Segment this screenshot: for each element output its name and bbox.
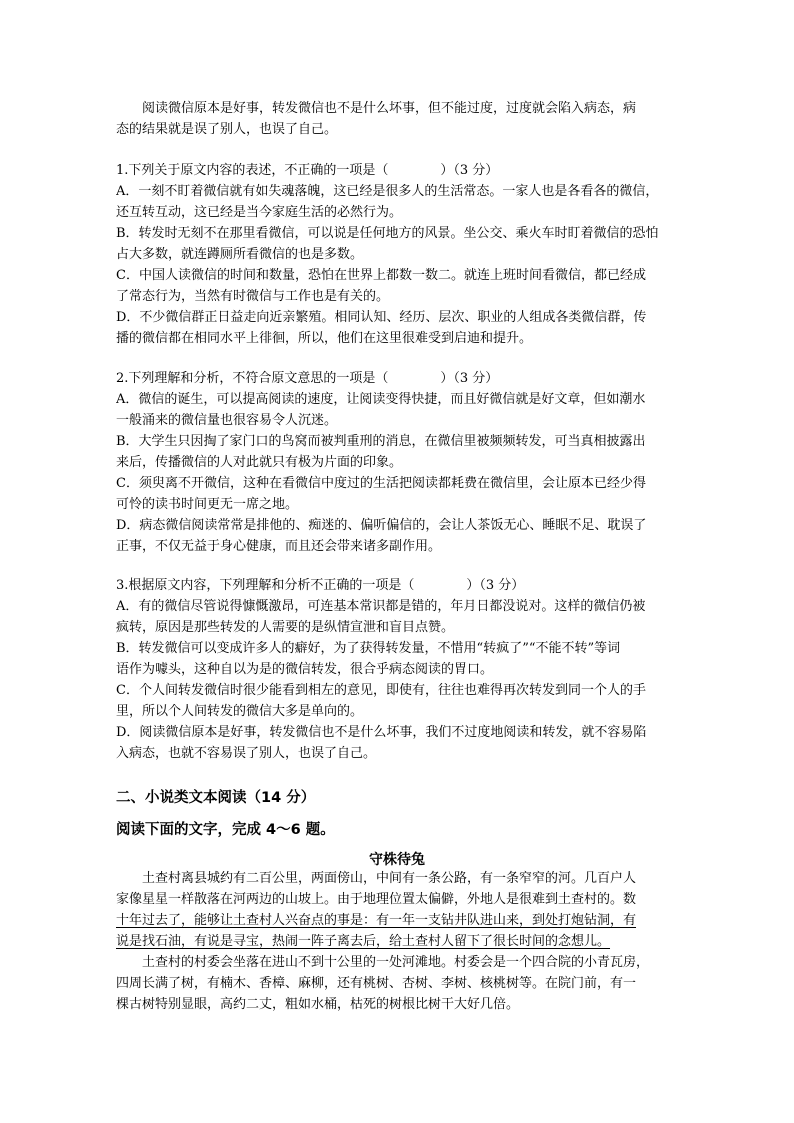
story-paragraph-2 <box>116 952 682 1015</box>
option-d-cont: 正事，不仅无益于身心健康，而且还会带来诸多副作用。 <box>116 539 442 554</box>
option-b: B．转发时无刻不在那里看微信，可以说是任何地方的风景。坐公交、乘火车时盯着微信的恐怕 <box>116 226 659 241</box>
question-stem: 1.下列关于原文内容的表述，不正确的一项是（ ）（3 分） <box>116 163 499 178</box>
question-2 <box>116 368 682 557</box>
text-line: 土查村离县城约有二百公里，两面傍山，中间有一条公路，有一条窄窄的河。几百户人 <box>142 871 637 886</box>
underlined-text-line: 说是找石油，有说是寻宝，热闹一阵子离去后，给土查村人留下了很长时间的念想儿。 <box>116 934 611 949</box>
section-heading: 二、小说类文本阅读（14 分） <box>116 790 316 806</box>
option-c-cont: 可怜的读书时间更无一席之地。 <box>116 497 299 512</box>
option-b-cont: 占大多数，就连蹲厕所看微信的也是多数。 <box>116 247 364 262</box>
text-line: 态的结果就是误了别人，也误了自己。 <box>116 122 338 137</box>
question-1 <box>116 160 682 349</box>
text-line: 阅读微信原本是好事，转发微信也不是什么坏事，但不能过度，过度就会陷入病态，病 <box>142 101 637 116</box>
option-a-cont: 疯转，原因是那些转发的人需要的是纵情宣泄和盲目点赞。 <box>116 620 455 635</box>
option-d-cont: 播的微信都在相同水平上徘徊，所以，他们在这里很难受到启迪和提升。 <box>116 331 533 346</box>
option-d: D．病态微信阅读常常是排他的、痴迷的、偏听偏信的，会让人茶饭无心、睡眠不足、耽误了 <box>116 518 647 533</box>
underlined-text-line: 十年过去了，能够让土查村人兴奋点的事是：有一年一支钻井队进山来，到处打炮钻洞，有 <box>116 913 637 928</box>
option-c: C．须臾离不开微信，这种在看微信中度过的生活把阅读都耗费在微信里，会让原本已经少得 <box>116 476 646 491</box>
option-a: A．有的微信尽管说得慷慨激昂，可连基本常识都是错的，年月日都没说对。这样的微信仍被 <box>116 599 646 614</box>
text-line: 家像星星一样散落在河两边的山坡上。由于地理位置太偏僻，外地人是很难到土查村的。数 <box>116 892 637 907</box>
option-b-cont: 来后，传播微信的人对此就只有极为片面的印象。 <box>116 455 403 470</box>
option-a: A．一刻不盯着微信就有如失魂落魄，这已经是很多人的生活常态。一家人也是各看各的微信， <box>116 184 659 199</box>
section-instruction: 阅读下面的文字，完成 4～6 题。 <box>116 822 335 838</box>
intro-paragraph <box>116 98 682 140</box>
option-c-cont: 里，所以个人间转发的微信大多是单向的。 <box>116 704 364 719</box>
question-stem: 2.下列理解和分析，不符合原文意思的一项是（ ）（3 分） <box>116 371 499 386</box>
option-b-cont: 语作为噱头，这种自以为是的微信转发，很合乎病态阅读的胃口。 <box>116 662 494 677</box>
question-3 <box>116 575 682 764</box>
option-b: B．转发微信可以变成许多人的癖好，为了获得转发量，不惜用“转疯了”“不能不转”等词 <box>116 641 621 656</box>
option-b: B．大学生只因掏了家门口的鸟窝而被判重刑的消息，在微信里被频频转发，可当真相披露出 <box>116 434 646 449</box>
option-c-cont: 了常态行为，当然有时微信与工作也是有关的。 <box>116 289 390 304</box>
option-c: C．中国人读微信的时间和数量，恐怕在世界上都数一数二。就连上班时间看微信，都已经成 <box>116 268 646 283</box>
option-d: D．不少微信群正日益走向近亲繁殖。相同认知、经历、层次、职业的人组成各类微信群，传 <box>116 310 647 325</box>
option-a-cont: 还互转互动，这已经是当今家庭生活的必然行为。 <box>116 205 403 220</box>
option-d-cont: 入病态，也就不容易误了别人，也误了自己。 <box>116 746 377 761</box>
text-line: 土查村的村委会坐落在进山不到十公里的一处河滩地。村委会是一个四合院的小青瓦房， <box>142 955 650 970</box>
option-a-cont: 一般涌来的微信量也很容易令人沉迷。 <box>116 413 338 428</box>
question-stem: 3.根据原文内容，下列理解和分析不正确的一项是（ ）（3 分） <box>116 578 525 593</box>
story-paragraph-1 <box>116 868 682 952</box>
option-c: C．个人间转发微信时很少能看到相左的意见，即使有，往往也难得再次转发到同一个人的手 <box>116 683 646 698</box>
option-a: A．微信的诞生，可以提高阅读的速度，让阅读变得快捷，而且好微信就是好文章，但如潮水 <box>116 392 646 407</box>
option-d: D．阅读微信原本是好事，转发微信也不是什么坏事，我们不过度地阅读和转发，就不容易陷 <box>116 725 647 740</box>
text-line: 棵古树特别显眼，高约二丈，粗如水桶，枯死的树根比树干大好几倍。 <box>116 997 520 1012</box>
text-line: 四周长满了树，有楠木、香樟、麻柳，还有桃树、杏树、李树、核桃树等。在院门前，有一 <box>116 976 637 991</box>
story-title: 守株待兔 <box>369 852 425 868</box>
